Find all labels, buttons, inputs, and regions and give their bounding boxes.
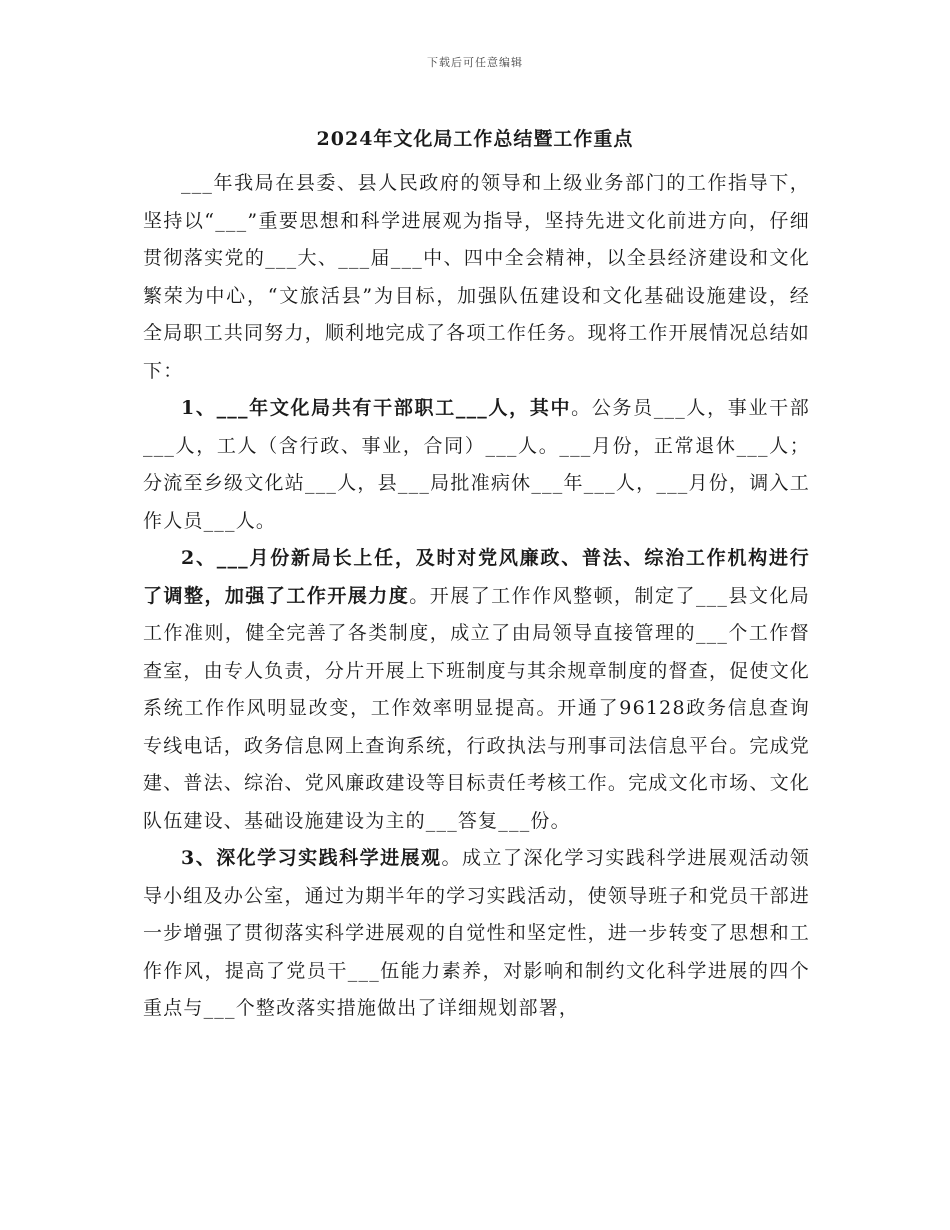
paragraph-intro-text: ___年我局在县委、县人民政府的领导和上级业务部门的工作指导下，坚持以“___”重要思想和科学进展观为指导，坚持先进文化前进方向，仔细贯彻落实党的___大、___届___中、四中全会精神，以全县经济建设和文化繁荣为中心，“文旅活县”为目标，加强队伍建设和文化基础设施建设，经全局职工共同努力，顺利地完成了各项工作任务。现将工作开展情况总结如下： <box>143 172 810 382</box>
header-note: 下载后可任意编辑 <box>427 56 523 69</box>
paragraph-3-lead: 3、深化学习实践科学进展观 <box>181 847 442 869</box>
paragraph-2-lead: 2、___月份新局长上任，及时对党风廉政、普法、综治工作机构进行了调整，加强了工作开展力度 <box>143 547 810 607</box>
paragraph-2-text: 。开展了工作作风整顿，制定了___县文化局工作准则，健全完善了各类制度，成立了由局领导直接管理的___个工作督查室，由专人负责，分片开展上下班制度与其余规章制度的督查，促使文化系统工作作风明显改变，工作效率明显提高。开通了96128政务信息查询专线电话，政务信息网上查询系统，行政执法与刑事司法信息平台。完成党建、普法、综治、党风廉政建设等目标责任考核工作。完成文化市场、文化队伍建设、基础设施建设为主的___答复___份。 <box>143 584 810 832</box>
document-body <box>143 165 810 1028</box>
paragraph-intro <box>143 165 810 390</box>
paragraph-3 <box>143 840 810 1028</box>
paragraph-1 <box>143 390 810 540</box>
paragraph-1-text: 。公务员___人，事业干部___人，工人（含行政、事业，合同）___人。___月份，正常退休___人；分流至乡级文化站___人，县___局批准病休___年___人，___月份，调入工作人员___人。 <box>143 397 810 532</box>
paragraph-2 <box>143 540 810 840</box>
document-title: 2024年文化局工作总结暨工作重点 <box>316 128 634 150</box>
paragraph-3-text: 。成立了深化学习实践科学进展观活动领导小组及办公室，通过为期半年的学习实践活动，使领导班子和党员干部进一步增强了贯彻落实科学进展观的自觉性和坚定性，进一步转变了思想和工作作风，提高了党员干___伍能力素养，对影响和制约文化科学进展的四个重点与___个整改落实措施做出了详细规划部署， <box>143 847 810 1019</box>
paragraph-1-lead: 1、___年文化局共有干部职工___人，其中 <box>181 397 572 419</box>
